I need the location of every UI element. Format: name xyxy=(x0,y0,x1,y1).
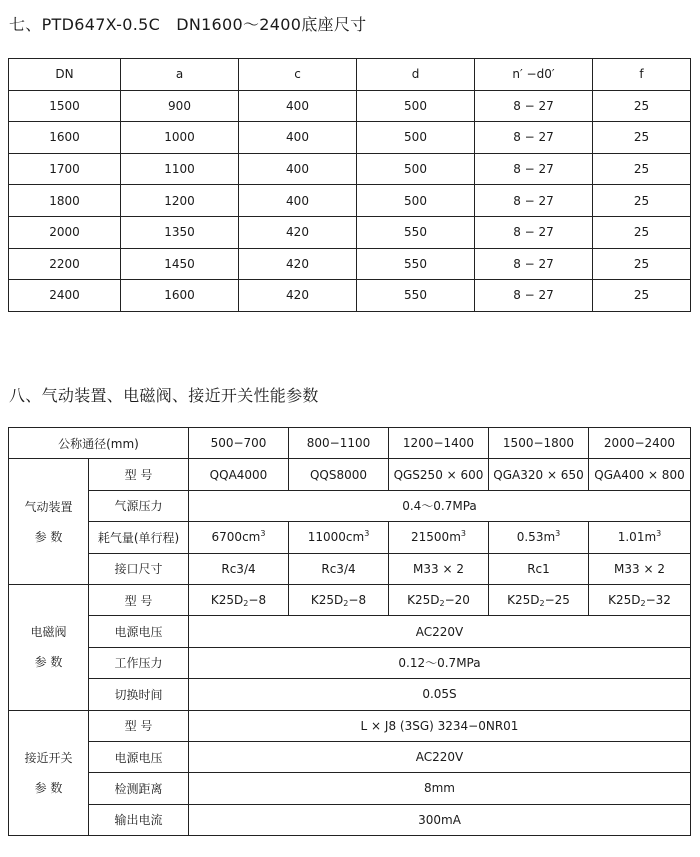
table-header-row xyxy=(9,428,691,459)
table-cell: 2200 xyxy=(9,248,121,280)
row-label: 工作压力 xyxy=(89,647,189,678)
table-cell: QQS8000 xyxy=(289,459,389,490)
base-dimension-table xyxy=(8,58,691,312)
table-cell: 1500 xyxy=(9,90,121,122)
table-row xyxy=(9,459,691,490)
row-label: 检测距离 xyxy=(89,773,189,804)
table-row xyxy=(9,490,691,521)
table-cell: Rc3/4 xyxy=(289,553,389,584)
row-label: 型 号 xyxy=(89,710,189,741)
table-row xyxy=(9,710,691,741)
table-cell: 500 xyxy=(357,153,475,185)
table-cell: 500 xyxy=(357,90,475,122)
table-cell: 0.12～0.7MPa xyxy=(189,647,691,678)
table-cell: 420 xyxy=(239,280,357,312)
column-header: a xyxy=(121,59,239,91)
table-row xyxy=(9,647,691,678)
table-cell: 1800 xyxy=(9,185,121,217)
table-cell: $11000cm^3$ xyxy=(289,522,389,553)
table-cell: 0.4～0.7MPa xyxy=(189,490,691,521)
table-row xyxy=(9,185,691,217)
table-cell: $K25D_2-8$ xyxy=(189,584,289,615)
row-label: 接口尺寸 xyxy=(89,553,189,584)
table-cell: QGS250 × 600 xyxy=(389,459,489,490)
table-cell: 1200 xyxy=(121,185,239,217)
nominal-diameter-header: 公称通径(mm) xyxy=(9,428,189,459)
table-header-row xyxy=(9,59,691,91)
table-cell: 500 xyxy=(357,185,475,217)
table-cell: 550 xyxy=(357,280,475,312)
group-label: 气动装置 xyxy=(24,499,73,514)
table-cell: $0.53m^3$ xyxy=(489,522,589,553)
row-label: 输出电流 xyxy=(89,804,189,835)
table-cell: 8 − 27 xyxy=(475,90,593,122)
row-label: 耗气量(单行程) xyxy=(89,522,189,553)
table-cell: 25 xyxy=(593,280,691,312)
column-header: n′ −d0′ xyxy=(475,59,593,91)
group-label: 电磁阀 xyxy=(30,625,67,640)
table-cell: Rc1 xyxy=(489,553,589,584)
row-label: 型 号 xyxy=(89,584,189,615)
table-cell: M33 × 2 xyxy=(389,553,489,584)
table-cell: 550 xyxy=(357,216,475,248)
column-header: c xyxy=(239,59,357,91)
size-header: 500−700 xyxy=(189,428,289,459)
row-label: 电源电压 xyxy=(89,616,189,647)
row-label: 电源电压 xyxy=(89,741,189,772)
table-row xyxy=(9,553,691,584)
table-cell: 25 xyxy=(593,122,691,154)
table-row xyxy=(9,773,691,804)
table-cell: 550 xyxy=(357,248,475,280)
table-cell: $K25D_2-20$ xyxy=(389,584,489,615)
size-header: 800−1100 xyxy=(289,428,389,459)
table-cell: AC220V xyxy=(189,741,691,772)
table-cell: 8 − 27 xyxy=(475,216,593,248)
table-cell: 0.05S xyxy=(189,679,691,710)
table-cell: 8 − 27 xyxy=(475,280,593,312)
table-row xyxy=(9,280,691,312)
table-cell: $6700cm^3$ xyxy=(189,522,289,553)
table-cell: $21500m^3$ xyxy=(389,522,489,553)
table-cell: 1100 xyxy=(121,153,239,185)
table-cell: 25 xyxy=(593,248,691,280)
table-row xyxy=(9,741,691,772)
table-row xyxy=(9,804,691,835)
group-label: 参 数 xyxy=(34,655,63,670)
group-label: 参 数 xyxy=(34,529,63,544)
table-cell: Rc3/4 xyxy=(189,553,289,584)
table-row xyxy=(9,90,691,122)
table-row xyxy=(9,679,691,710)
table-cell: 400 xyxy=(239,153,357,185)
table-row xyxy=(9,153,691,185)
table-cell: 400 xyxy=(239,90,357,122)
performance-parameter-table xyxy=(8,427,691,836)
proximity-group-cell xyxy=(9,710,89,836)
size-header: 2000−2400 xyxy=(589,428,691,459)
table-cell: 400 xyxy=(239,185,357,217)
table-row xyxy=(9,248,691,280)
table-cell: 500 xyxy=(357,122,475,154)
table-cell: 1000 xyxy=(121,122,239,154)
size-header: 1500−1800 xyxy=(489,428,589,459)
table-cell: $K25D_2-32$ xyxy=(589,584,691,615)
row-label: 切换时间 xyxy=(89,679,189,710)
size-header: 1200−1400 xyxy=(389,428,489,459)
table-cell: 8mm xyxy=(189,773,691,804)
group-label: 参 数 xyxy=(34,780,63,795)
table-cell: 25 xyxy=(593,153,691,185)
table-cell: 400 xyxy=(239,122,357,154)
row-label: 型 号 xyxy=(89,459,189,490)
table-cell: 2400 xyxy=(9,280,121,312)
pneumatic-group-cell xyxy=(9,459,89,585)
table-cell: 1450 xyxy=(121,248,239,280)
table-cell: 25 xyxy=(593,216,691,248)
table-cell: QGA400 × 800 xyxy=(589,459,691,490)
table-cell: 1700 xyxy=(9,153,121,185)
table-cell: L × J8 (3SG) 3234−0NR01 xyxy=(189,710,691,741)
table-cell: 300mA xyxy=(189,804,691,835)
table-row xyxy=(9,522,691,553)
table-cell: 1600 xyxy=(121,280,239,312)
table-cell: $1.01m^3$ xyxy=(589,522,691,553)
section7-title: 七、PTD647X-0.5C DN1600～2400底座尺寸 xyxy=(9,15,367,34)
table-cell: 420 xyxy=(239,216,357,248)
table-cell: 900 xyxy=(121,90,239,122)
table-cell: 8 − 27 xyxy=(475,153,593,185)
table-cell: $K25D_2-25$ xyxy=(489,584,589,615)
table-row xyxy=(9,616,691,647)
group-label: 接近开关 xyxy=(24,750,73,765)
table-cell: 420 xyxy=(239,248,357,280)
column-header: f xyxy=(593,59,691,91)
table-row xyxy=(9,122,691,154)
table-cell: AC220V xyxy=(189,616,691,647)
table-cell: M33 × 2 xyxy=(589,553,691,584)
table-cell: 25 xyxy=(593,185,691,217)
table-cell: 8 − 27 xyxy=(475,122,593,154)
table-cell: QGA320 × 650 xyxy=(489,459,589,490)
table-cell: $K25D_2-8$ xyxy=(289,584,389,615)
column-header: d xyxy=(357,59,475,91)
table-cell: 8 − 27 xyxy=(475,185,593,217)
solenoid-group-cell xyxy=(9,584,89,710)
column-header: DN xyxy=(9,59,121,91)
table-cell: 8 − 27 xyxy=(475,248,593,280)
table-cell: QQA4000 xyxy=(189,459,289,490)
table-cell: 25 xyxy=(593,90,691,122)
table-cell: 1350 xyxy=(121,216,239,248)
section8-title: 八、气动装置、电磁阀、接近开关性能参数 xyxy=(9,386,319,405)
row-label: 气源压力 xyxy=(89,490,189,521)
table-cell: 2000 xyxy=(9,216,121,248)
table-cell: 1600 xyxy=(9,122,121,154)
table-row xyxy=(9,216,691,248)
table-row xyxy=(9,584,691,615)
